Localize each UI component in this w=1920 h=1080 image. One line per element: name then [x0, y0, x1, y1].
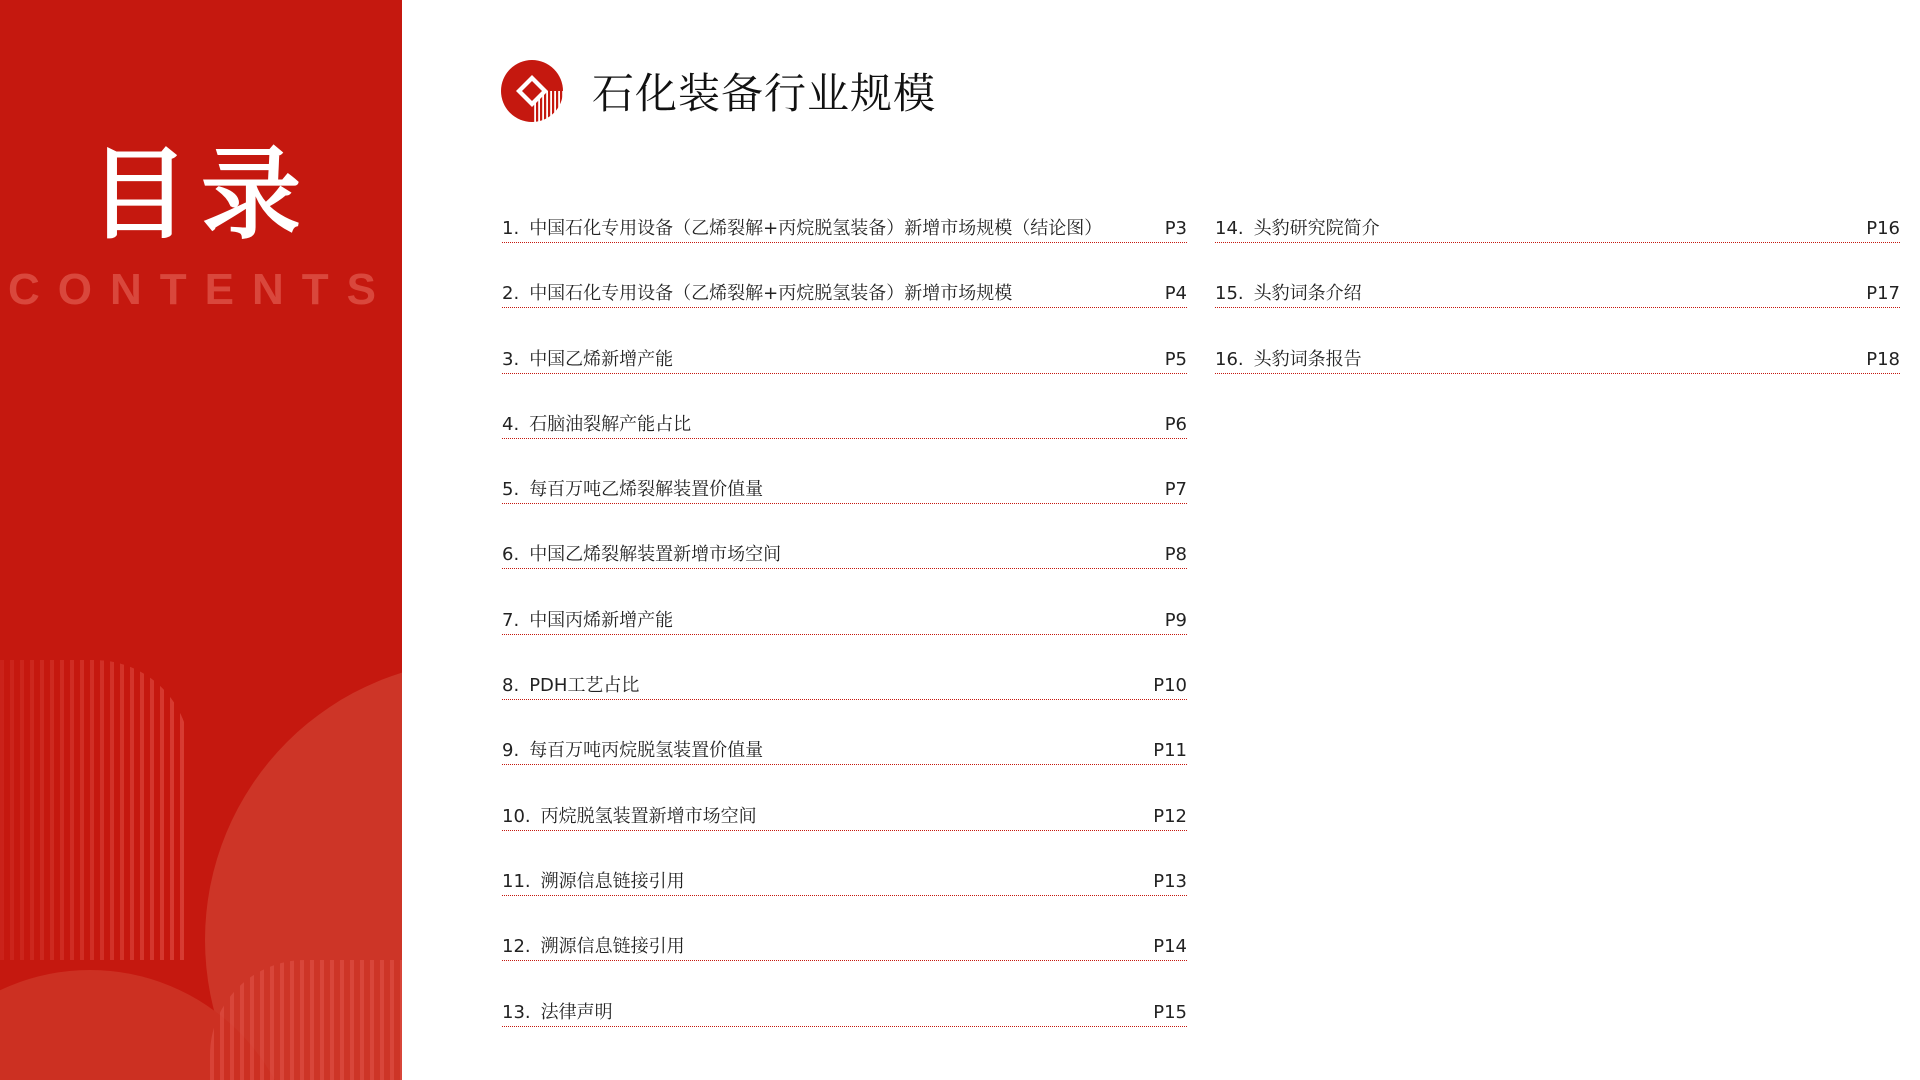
- toc-item[interactable]: [502, 592, 1187, 657]
- toc-page-number: P16: [1866, 218, 1900, 239]
- toc-row[interactable]: [1215, 218, 1900, 243]
- toc-row[interactable]: [502, 1002, 1187, 1027]
- toc-number: 2.: [502, 283, 520, 305]
- toc-row[interactable]: [1215, 349, 1900, 374]
- toc-page-number: P15: [1153, 1001, 1187, 1023]
- toc-page-number: P14: [1153, 936, 1187, 958]
- toc-column-right: [1215, 200, 1900, 396]
- toc-page-number: P3: [1164, 218, 1187, 239]
- toc-item[interactable]: [502, 984, 1187, 1049]
- toc-column-left: [502, 200, 1187, 1049]
- toc-row[interactable]: [502, 610, 1187, 635]
- toc-label: 溯源信息链接引用: [540, 870, 685, 892]
- toc-label: 中国乙烯裂解装置新增市场空间: [529, 544, 782, 566]
- toc-label: 法律声明: [540, 1001, 613, 1023]
- toc-page-number: P18: [1866, 348, 1900, 370]
- toc-row[interactable]: [502, 740, 1187, 765]
- toc-number: 11.: [502, 870, 531, 892]
- toc-row[interactable]: [502, 283, 1187, 308]
- toc-page-number: P12: [1153, 805, 1187, 827]
- toc-item[interactable]: [502, 788, 1187, 853]
- toc-number: 12.: [502, 936, 531, 958]
- toc-number: 4.: [502, 413, 520, 435]
- toc-row[interactable]: [1215, 283, 1900, 308]
- toc-label: 中国乙烯新增产能: [529, 348, 674, 370]
- toc-number: 14.: [1215, 218, 1244, 239]
- toc-row[interactable]: [502, 218, 1187, 243]
- toc-number: 1.: [502, 218, 520, 239]
- toc-item[interactable]: [1215, 331, 1900, 396]
- toc-page-number: P4: [1164, 283, 1187, 305]
- toc-number: 8.: [502, 675, 520, 697]
- toc-page-number: P5: [1164, 348, 1187, 370]
- toc-number: 13.: [502, 1001, 531, 1023]
- toc-number: 16.: [1215, 348, 1244, 370]
- toc-label: 中国丙烯新增产能: [529, 609, 674, 631]
- toc-label: 石脑油裂解产能占比: [529, 413, 692, 435]
- toc-item[interactable]: [502, 265, 1187, 330]
- toc-label: 头豹词条报告: [1253, 348, 1362, 370]
- toc-item[interactable]: [502, 200, 1187, 265]
- toc-label: 每百万吨丙烷脱氢装置价值量: [529, 740, 764, 762]
- toc-number: 7.: [502, 609, 520, 631]
- sidebar-title: 目录: [89, 136, 313, 253]
- toc-number: 10.: [502, 805, 531, 827]
- sidebar-panel: [0, 0, 402, 1080]
- toc-label: 头豹研究院简介: [1253, 218, 1380, 239]
- page-title: 石化装备行业规模: [592, 69, 937, 118]
- toc-number: 15.: [1215, 283, 1244, 305]
- toc-item[interactable]: [502, 918, 1187, 983]
- toc-page-number: P13: [1153, 870, 1187, 892]
- toc-label: 头豹词条介绍: [1253, 283, 1362, 305]
- toc-row[interactable]: [502, 414, 1187, 439]
- sidebar-subtitle: CONTENTS: [8, 265, 394, 314]
- toc-number: 3.: [502, 348, 520, 370]
- toc-page-number: P10: [1153, 675, 1187, 697]
- toc-item[interactable]: [1215, 265, 1900, 330]
- coin-logo-icon: [500, 59, 564, 123]
- toc-row[interactable]: [502, 871, 1187, 896]
- page-header: [500, 58, 936, 124]
- toc-row[interactable]: [502, 479, 1187, 504]
- toc-label: 中国石化专用设备（乙烯裂解+丙烷脱氢装备）新增市场规模: [529, 283, 1013, 305]
- toc-page-number: P8: [1164, 544, 1187, 566]
- toc-item[interactable]: [502, 331, 1187, 396]
- toc-page-number: P7: [1164, 479, 1187, 501]
- toc-label: 丙烷脱氢装置新增市场空间: [540, 805, 757, 827]
- toc-number: 6.: [502, 544, 520, 566]
- toc-item[interactable]: [502, 722, 1187, 787]
- toc-page-number: P9: [1164, 609, 1187, 631]
- toc-label: 中国石化专用设备（乙烯裂解+丙烷脱氢装备）新增市场规模（结论图）: [529, 218, 1103, 239]
- toc-item[interactable]: [1215, 200, 1900, 265]
- toc-page-number: P17: [1866, 283, 1900, 305]
- toc-item[interactable]: [502, 657, 1187, 722]
- toc-item[interactable]: [502, 853, 1187, 918]
- toc-label: 每百万吨乙烯裂解装置价值量: [529, 479, 764, 501]
- decor-stripes: [0, 660, 190, 960]
- toc-number: 5.: [502, 479, 520, 501]
- toc-number: 9.: [502, 740, 520, 762]
- toc-item[interactable]: [502, 396, 1187, 461]
- toc-row[interactable]: [502, 936, 1187, 961]
- toc-row[interactable]: [502, 544, 1187, 569]
- toc-page-number: P6: [1164, 413, 1187, 435]
- toc-page-number: P11: [1153, 740, 1187, 762]
- toc-item[interactable]: [502, 461, 1187, 526]
- toc-row[interactable]: [502, 349, 1187, 374]
- toc-label: 溯源信息链接引用: [540, 936, 685, 958]
- toc-row[interactable]: [502, 675, 1187, 700]
- toc-label: PDH工艺占比: [529, 675, 640, 697]
- toc-item[interactable]: [502, 526, 1187, 591]
- toc-row[interactable]: [502, 806, 1187, 831]
